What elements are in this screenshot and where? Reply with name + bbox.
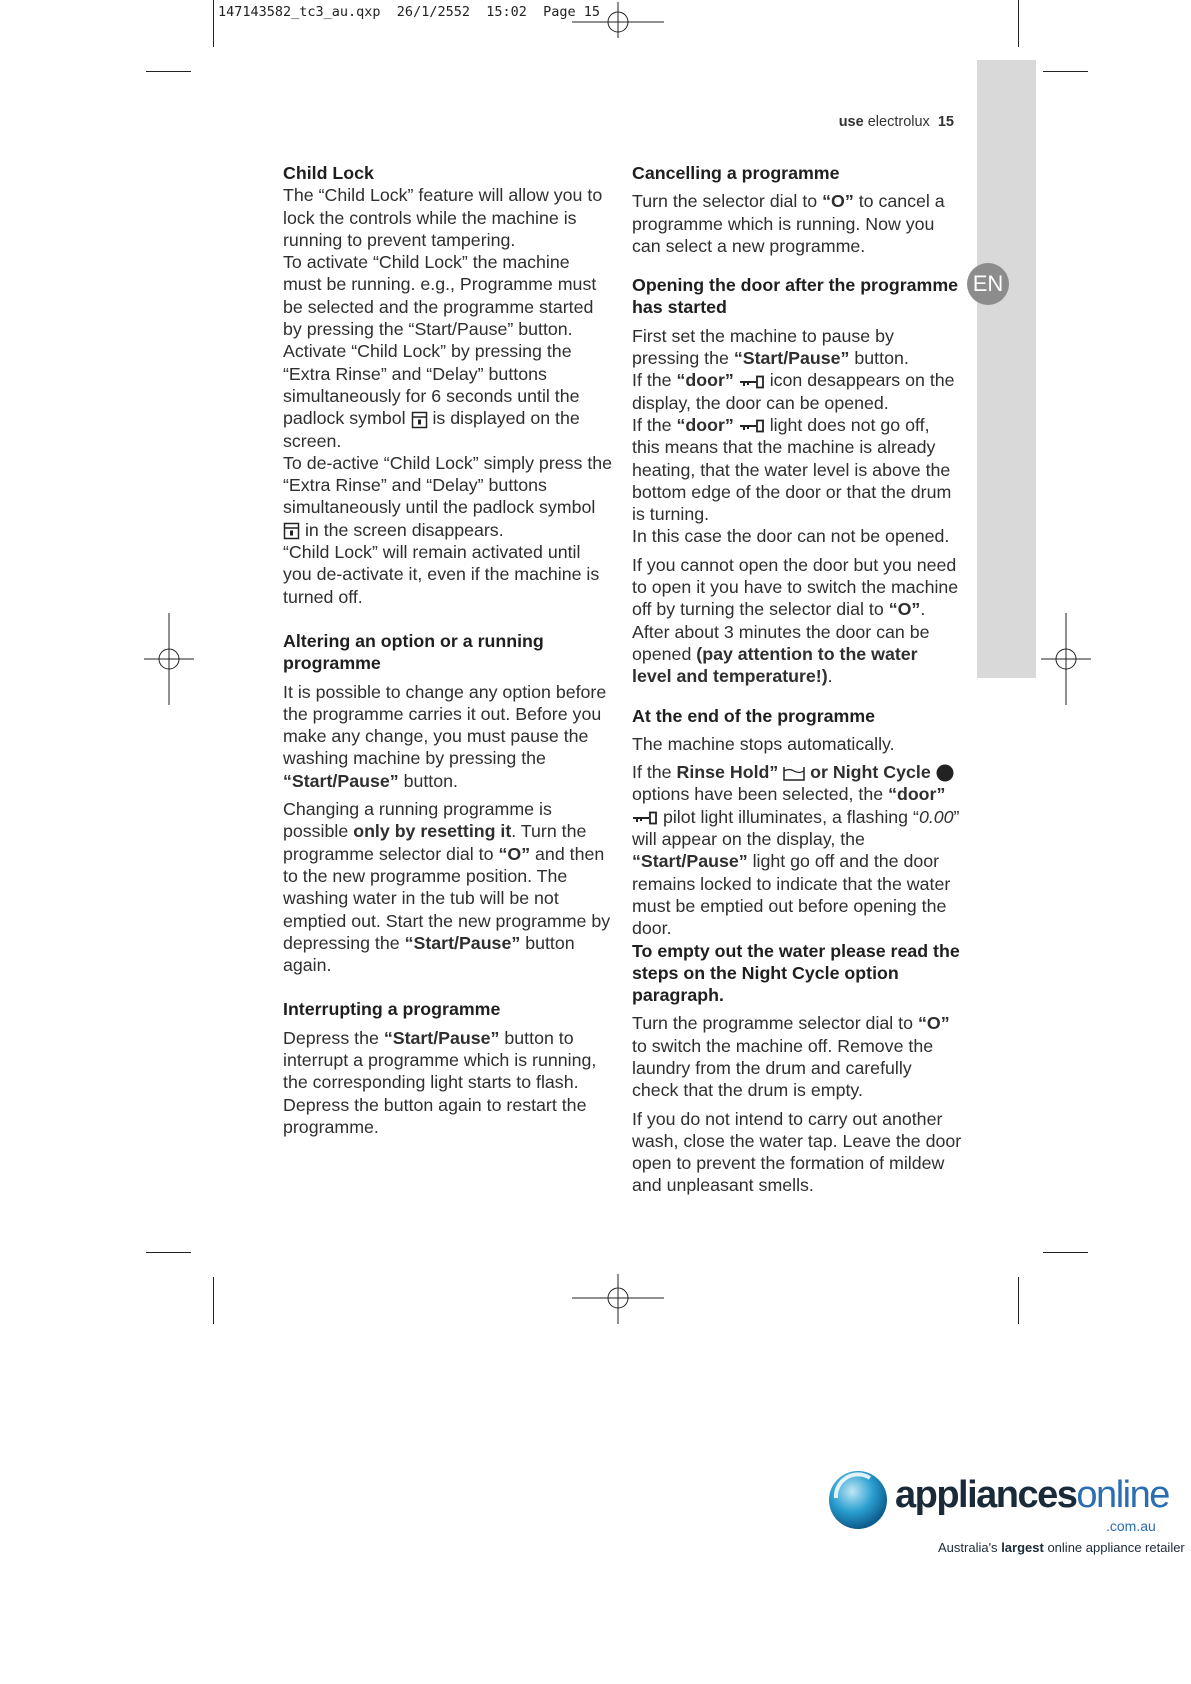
appliances-online-logo [826,1468,1185,1568]
bold-text: “Start/Pause” [733,348,850,369]
bold-text: only by resetting it [353,821,512,842]
end-p3: To empty out the water please read the steps on the Night Cycle option paragraph. [632,940,960,1006]
bold-text: “door” [676,370,734,391]
crop-mark [1043,71,1088,72]
text: icon desappears on the display, the door can be opened. [632,370,955,413]
text: button to interrupt a programme which is running, the corresponding light starts to flash. Depress the button again to restart the programme. [283,1027,597,1137]
text: First set the machine to pause by pressing the [632,325,894,369]
text: largest [1001,1540,1044,1555]
crop-mark [213,1277,214,1324]
text: Depress the [283,1027,379,1048]
side-tab [977,60,1036,678]
bold-text: “O” [822,191,854,212]
logo-wordmark [895,1474,1169,1517]
door-key-icon [632,811,658,825]
rinse-hold-icon [783,766,805,781]
text: options have been selected, the [632,784,884,805]
text: Turn the programme selector dial to [632,1013,914,1034]
running-head-brand: electrolux [867,114,930,130]
file-slug: 147143582_tc3_au.qxp 26/1/2552 15:02 Page 15 [218,4,601,20]
running-head-section: use [838,114,864,130]
altering-p1 [283,681,613,792]
text: . [827,666,833,687]
opening-p1 [632,325,962,370]
altering-heading: Altering an option or a running programme [283,630,544,674]
registration-mark [144,613,194,705]
text: ” will appear on the display, the [632,806,960,850]
text: If the [632,414,672,435]
text: and then to the new programme position. The washing water in the tub will be not emptied out. Start the new programme by depressing the [283,843,611,953]
bold-text: “door” [676,414,734,435]
crop-mark [1043,1252,1088,1253]
end-p2 [632,761,962,939]
text: . Turn the programme selector dial to [283,821,587,864]
registration-mark [1041,613,1091,705]
bold-text: “O” [888,599,921,620]
end-p1: The machine stops automatically. [632,733,895,754]
text: to cancel a programme which is running. Now you can select a new programme. [632,191,945,256]
crop-mark [146,1252,191,1253]
text: To de-active “Child Lock” simply press the “Extra Rinse” and “Delay” buttons simultaneously until the padlock symbol [283,452,613,518]
language-tab: EN [967,263,1009,305]
opening-p2 [632,369,962,414]
text: Turn the selector dial to [632,191,818,212]
child-lock-p3 [283,340,613,451]
altering-p2 [283,798,613,976]
text: light does not go off, [769,414,930,435]
logo-globe-icon [826,1468,890,1532]
logo-name-bold: appliances [895,1474,1077,1516]
text: . After about 3 minutes the door can be opened [632,599,930,664]
text: in the screen disappears. [304,519,504,540]
text: button again. [283,932,575,976]
opening-heading: Opening the door after the programme has started [632,275,959,318]
bold-text: (pay attention to the water level and temperature!) [632,643,918,687]
child-lock-p2: To activate “Child Lock” the machine must be running. e.g., Programme must be selected and the programme started by pressing the “Start/Pause” button. [283,252,597,340]
door-key-icon [739,419,765,433]
bold-text: “O” [498,843,531,864]
text: this means that the machine is already heating, that the water level is above the bottom edge of the door or that the drum is turning. [632,437,952,525]
text: It is possible to change any option before the programme carries it out. Before you make any change, you must pause the washing machine by pressing the [283,681,607,769]
logo-tagline [938,1540,1185,1555]
text: If the [632,762,672,783]
crop-mark [1018,0,1019,47]
crop-mark [1018,1277,1019,1324]
registration-mark [572,2,664,38]
left-column [283,162,613,1138]
opening-p3 [632,414,962,525]
text: Changing a running programme is possible [283,799,552,842]
child-lock-p5: “Child Lock” will remain activated until you de-activate it, even if the machine is turned off. [283,542,600,607]
bold-text: or Night Cycle [810,762,931,783]
padlock-icon [411,411,428,429]
bold-text: “Start/Pause” [283,770,399,791]
child-lock-heading: Child Lock [283,163,374,183]
night-cycle-icon [936,764,954,782]
text: is displayed on the screen. [283,408,580,451]
right-column [632,162,962,1197]
page-number: 15 [937,114,954,130]
child-lock-p4 [283,452,613,541]
registration-mark [572,1274,664,1324]
logo-name-light: online [1076,1474,1169,1516]
interrupting-p1 [283,1027,613,1138]
bold-text: “Start/Pause” [632,851,748,872]
door-key-icon [739,375,765,389]
crop-mark [146,71,191,72]
text: If the [632,370,672,391]
opening-p3e: In this case the door can not be opened. [632,526,950,547]
text: pilot light illuminates, a flashing “ [662,806,919,827]
text: Activate “Child Lock” by pressing the “Extra Rinse” and “Delay” buttons simultaneously for 6 seconds until the padlock symbol [283,341,580,429]
bold-text: “Start/Pause” [383,1027,500,1048]
bold-text: “Start/Pause” [404,932,521,953]
text: online appliance retailer [1047,1540,1185,1555]
text: button. [854,348,909,369]
interrupting-heading: Interrupting a programme [283,999,501,1020]
text: light go off and the door remains locked to indicate that the water must be emptied out before opening the door. [632,851,951,939]
cancelling-p1 [632,190,962,257]
bold-text: “door” [888,784,946,805]
cancelling-heading: Cancelling a programme [632,163,840,183]
text: If you cannot open the door but you need to open it you have to switch the machine off by turning the selector dial to [632,554,959,620]
bold-text: Rinse Hold” [676,762,779,783]
running-head [700,114,954,130]
logo-domain: .com.au [1106,1518,1156,1534]
text: Australia's [938,1540,998,1555]
bold-text: “O” [917,1013,950,1034]
end-p5: If you do not intend to carry out another wash, close the water tap. Leave the door open to prevent the formation of mildew and unpleasant smells. [632,1108,962,1196]
display-readout: 0.00 [918,806,954,827]
padlock-icon [283,522,300,540]
end-heading: At the end of the programme [632,705,876,726]
opening-p4 [632,554,962,688]
text: button. [403,770,458,791]
child-lock-p1: The “Child Lock” feature will allow you to lock the controls while the machine is running to prevent tampering. [283,185,603,250]
text: to switch the machine off. Remove the laundry from the drum and carefully check that the drum is empty. [632,1035,934,1101]
crop-mark [213,0,214,47]
end-p4 [632,1012,962,1101]
